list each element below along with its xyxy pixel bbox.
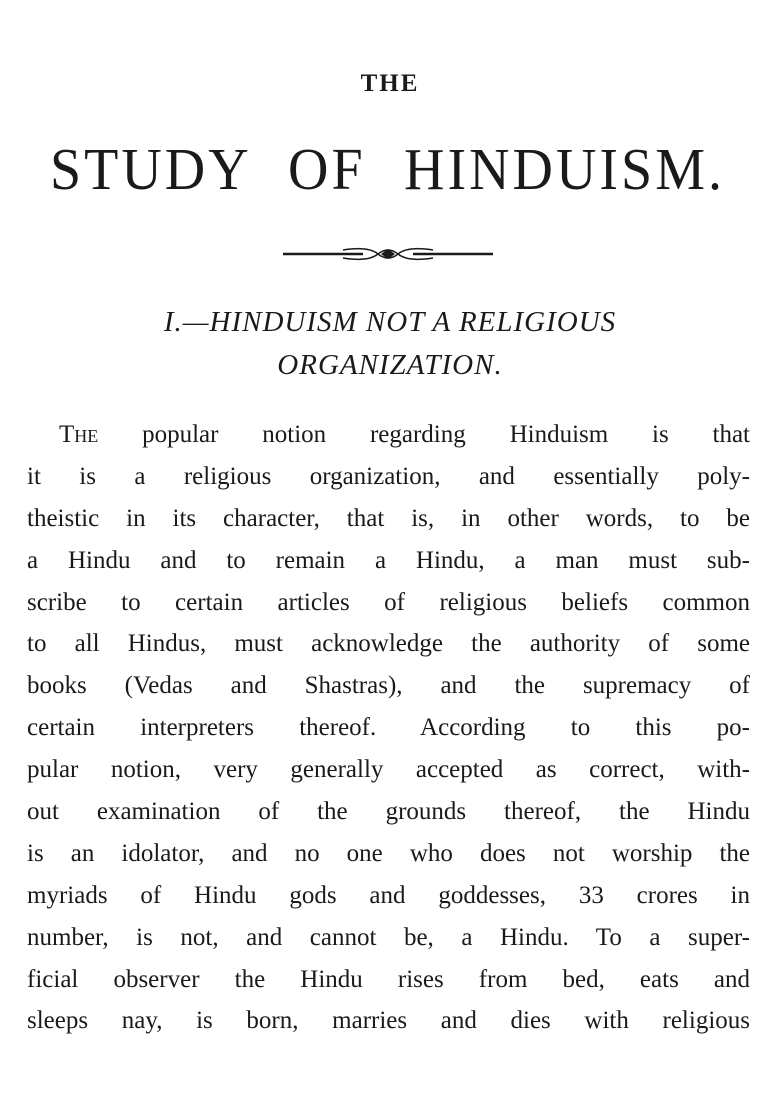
section-heading-line-2: ORGANIZATION. [277,349,503,381]
pre-title: THE [360,70,420,97]
line-text: popular notion regarding Hinduism is that [98,421,750,448]
body-line: out examination of the grounds thereof, the Hindu [27,798,750,826]
body-line: a Hindu and to remain a Hindu, a man must sub- [27,546,750,574]
body-line: certain interpreters thereof. According to this po- [27,714,750,742]
body-line: pular notion, very generally accepted as correct, with- [27,756,750,784]
body-line: number, is not, and cannot be, a Hindu. To a super- [27,923,750,951]
body-line: to all Hindus, must acknowledge the authority of some [27,630,750,658]
page-title: STUDY OF HINDUISM. [50,137,725,203]
drop-word: The [59,421,99,448]
body-line: myriads of Hindu gods and goddesses, 33 crores in [27,881,750,909]
body-line: scribe to certain articles of religious beliefs common [27,588,750,616]
body-line: it is a religious organization, and essentially poly- [27,462,750,490]
section-heading-line-1: I.—HINDUISM NOT A RELIGIOUS [163,306,617,338]
body-line: ficial observer the Hindu rises from bed, eats and [27,965,750,993]
body-line: is an idolator, and no one who does not worship the [27,839,750,867]
body-line: books (Vedas and Shastras), and the supremacy of [27,672,750,700]
body-line [27,414,750,456]
ornament-divider-icon [283,243,493,265]
body-line: theistic in its character, that is, in other words, to be [27,504,750,532]
body-text [27,414,750,1042]
body-line: sleeps nay, is born, marries and dies with religious [27,1007,750,1035]
